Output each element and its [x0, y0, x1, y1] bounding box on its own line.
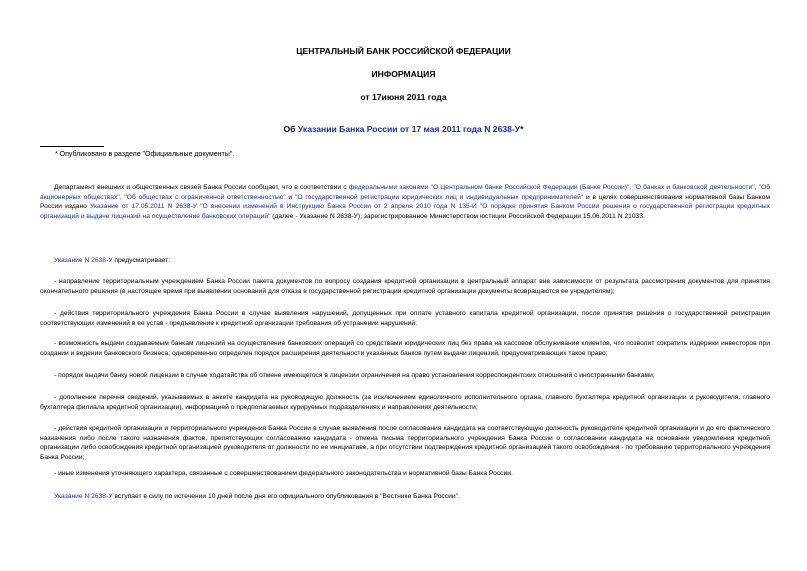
subject-prefix: Об	[283, 124, 298, 134]
directive-link[interactable]: Указание N 2638-У	[54, 257, 113, 264]
document-type-heading: ИНФОРМАЦИЯ	[371, 69, 436, 79]
intro-paragraph	[40, 183, 770, 221]
footnote-divider	[40, 146, 104, 147]
provision-item: - дополнение перечня сведений, указываемых в анкете кандидата на руководящую должность (за исключением единоличного исполнительного органа, главного бухгалтера кредитной организации и руководителя, главного бухгалтера филиала кредитной организации), информацией о предполагаемых курируемых подразделениях и направлениях деятельности;	[40, 394, 770, 411]
intro-text-2: и	[285, 193, 295, 201]
provision-item: - порядок выдачи банку новой лицензии в случае ходатайства об отмене имеющегося в лицензии ограничения на право установления корреспондентских отношений с иностранными банками;	[54, 372, 655, 379]
directive-link[interactable]: Указание N 2638-У	[54, 493, 113, 500]
intro-text-1: Департамент внешних и общественных связей Банка России сообщает, что в соответствии с	[54, 184, 349, 191]
provision-item: - направление территориальным учреждением Банка России пакета документов по вопросу создания кредитной организации в центральный аппарат вне зависимости от результата рассмотрения документов для принятия окончательного решения (в настоящее время при выявлении оснований для отказа в государственной регистрации кредитной организации документы возвращаются ее учредителям);	[40, 278, 770, 295]
subject-footnote-marker: *	[520, 124, 524, 134]
publication-footnote: * Опубликовано в разделе "Официальные документы".	[55, 151, 235, 158]
directive-title-link[interactable]: Указание от 17.05.2011 N 2638-У "О внесении изменений в Инструкцию Банка России от 2 апреля 2010 года N 135-И "О порядке принятия Банком России решения о государственной регистрации кредитных организаций и выдаче лицензий на осуществление банковских операций"	[40, 203, 770, 220]
bank-name-heading: ЦЕНТРАЛЬНЫЙ БАНК РОССИЙСКОЙ ФЕДЕРАЦИИ	[296, 46, 511, 56]
document-date-heading: от 17июня 2011 года	[360, 92, 447, 102]
document-subject-heading	[0, 124, 807, 134]
effective-date-paragraph	[40, 492, 770, 502]
provisions-intro-paragraph	[40, 256, 770, 266]
registration-law-link[interactable]: "О государственной регистрации юридических лиц и индивидуальных предпринимателей"	[294, 193, 584, 201]
federal-laws-link[interactable]: федеральными законами "О Центральном банке Российской Федерации (Банке России)", "О банках и банковской деятельности", "Об акционерных обществах", "Об обществах с ограниченной ответственностью"	[40, 184, 770, 201]
provisions-intro-text: предусматривает:	[112, 257, 171, 264]
provision-item: - иные изменения уточняющего характера, связанные с совершенствованием федерального законодательства и нормативной базы Банка России.	[54, 470, 513, 477]
intro-text-3: и в целях совершенствования нормативной базы Банком России издано	[40, 193, 770, 210]
provision-item: - возможность выдачи создаваемым банкам лицензий на осуществление банковских операций со средствами юридических лиц без права на кассовое обслуживание клиентов, что позволит сократить издержки инвесторов при создании и ведении банковского бизнеса; одновременно определен порядок расширения деятельности указанных банков путем выдачи лицензий, предусматривающих такое право;	[40, 340, 770, 357]
subject-directive-link[interactable]: Указании Банка России от 17 мая 2011 года N 2638-У	[297, 124, 521, 134]
provision-item: - действия кредитной организации и территориального учреждения Банка России в случае выявления после согласования кандидата на соответствующую должность руководителя кредитной организации и до его фактического назначения либо после такого назначения фактов, препятствующих согласованию кандидата - отмена письма территориального учреждения Банка России о согласовании кандидата на основании уведомления кредитной организации либо освобождения кредитной организацией руководителя от должности по ее инициативе, а при отсутствии подтверждения кредитной организацией такого освобождения - по требованию территориального учреждения Банка России;	[40, 425, 770, 461]
effective-date-text: вступает в силу по истечении 10 дней после дня его официального опубликования в "Вестнике Банка России".	[112, 493, 460, 500]
provision-item: - действия территориального учреждения Банка России в случае выявления нарушений, допущенных при оплате уставного капитала кредитной организации, после принятия решения о государственной регистрации соответствующих изменений в ее устав - предъявление к кредитной организации требования об устранении нарушений;	[40, 310, 770, 327]
intro-text-4: (далее - Указание N 2638-У), зарегистрированное Министерством юстиции Российской Федерации 15.06.2011 N 21033.	[270, 212, 645, 220]
